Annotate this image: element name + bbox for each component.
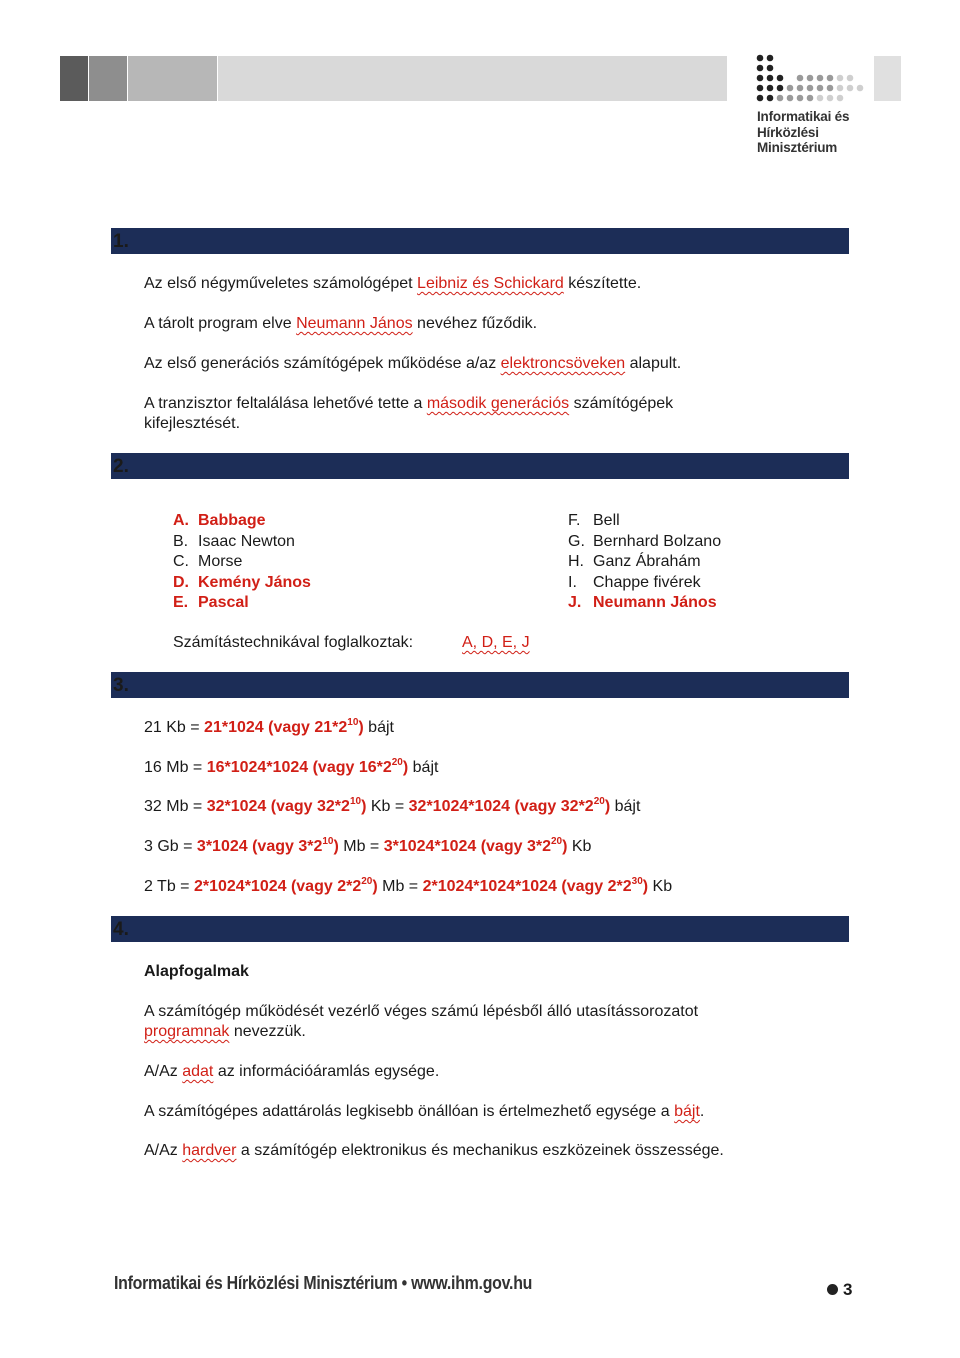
definition-byte: A számítógépes adattárolás legkisebb önállóan is értelmezhető egysége a bájt. <box>144 1103 705 1120</box>
section-4-number: 4. <box>113 919 129 940</box>
ministry-logo-text <box>757 109 849 156</box>
definition-program-line1: A számítógép működését vezérlő véges számú lépésből álló utasítássorozatot <box>144 1003 699 1020</box>
list-item: B. Isaac Newton <box>173 532 295 550</box>
sentence-first-calculator: Az első négyműveletes számológépet Leibniz és Schickard készítette. <box>144 275 642 292</box>
list-item: A. Babbage <box>173 512 266 529</box>
answer-vacuum-tubes: elektroncsöveken <box>500 355 626 372</box>
computing-question: Számítástechnikával foglalkoztak: <box>173 634 414 651</box>
definition-program-line2: programnak nevezzük. <box>144 1023 306 1040</box>
sentence-transistor-cont: kifejlesztését. <box>144 415 241 432</box>
header-bar-right <box>874 56 901 101</box>
section-1-number: 1. <box>113 231 129 252</box>
definition-hardware: A/Az hardver a számítógép elektronikus és mechanikus eszközeinek összessége. <box>144 1142 724 1159</box>
list-item: D. Kemény János <box>173 573 311 591</box>
names-list-right <box>568 511 721 614</box>
header-bar-mid <box>89 56 127 101</box>
list-item: E. Pascal <box>173 594 249 611</box>
section-4-bar <box>111 916 849 942</box>
list-item: J. Neumann János <box>568 594 717 611</box>
logo-line-3: Minisztérium <box>757 140 838 155</box>
answer-leibniz-schickard: Leibniz és Schickard <box>417 275 564 292</box>
sentence-transistor: A tranzisztor feltalálása lehetővé tette a második generációs számítógépek <box>144 395 674 412</box>
basics-heading: Alapfogalmak <box>144 963 249 980</box>
computing-answer: A, D, E, J <box>462 634 530 651</box>
logo-line-2: Hírközlési <box>757 124 819 140</box>
page-number: 3 <box>843 1280 853 1299</box>
header-bar-lighter <box>218 56 727 101</box>
logo-line-1: Informatikai és <box>757 109 850 124</box>
answer-hardware: hardver <box>182 1142 237 1159</box>
names-list-left <box>173 511 311 614</box>
conversion-line-3: 32 Mb = 32*1024 (vagy $32*2^{10}$) Kb = 32*1024*1024 (vagy $32*2^{20}$) bájt <box>144 796 641 815</box>
bullet-icon <box>827 1284 838 1295</box>
conversion-line-4: 3 Gb = 3*1024 (vagy $3*2^{10}$) Mb = 3*1024*1024 (vagy $3*2^{20}$) Kb <box>144 836 592 855</box>
section-1-bar <box>111 228 849 254</box>
list-item: H. Ganz Ábrahám <box>568 553 701 570</box>
header-bar-dark <box>60 56 88 101</box>
list-item: F. Bell <box>568 512 620 529</box>
ministry-logo-icon <box>756 54 868 104</box>
list-item: C. Morse <box>173 553 243 570</box>
section-2-bar <box>111 453 849 479</box>
answer-byte: bájt <box>674 1103 700 1120</box>
answer-program: programnak <box>144 1023 230 1040</box>
list-item: I. Chappe fivérek <box>568 573 701 591</box>
conversion-line-2: 16 Mb = 16*1024*1024 (vagy $16*2^{20}$) bájt <box>144 757 439 776</box>
footer-text: Informatikai és Hírközlési Minisztérium • www.ihm.gov.hu <box>114 1272 533 1293</box>
section-3-number: 3. <box>113 675 129 696</box>
sentence-stored-program: A tárolt program elve Neumann János nevéhez fűződik. <box>144 315 538 332</box>
conversion-line-1: 21 Kb = 21*1024 (vagy $21*2^{10}$) bájt <box>144 717 394 736</box>
section-2-number: 2. <box>113 456 129 477</box>
conversion-line-5: 2 Tb = 2*1024*1024 (vagy $2*2^{20}$) Mb = 2*1024*1024*1024 (vagy $2*2^{30}$) Kb <box>144 876 673 895</box>
answer-second-generation: második generációs <box>426 395 570 412</box>
section-3-bar <box>111 672 849 698</box>
header-bar-light <box>128 56 217 101</box>
sentence-first-generation: Az első generációs számítógépek működése a/az elektroncsöveken alapult. <box>144 355 682 372</box>
answer-neumann: Neumann János <box>296 315 413 332</box>
answer-data: adat <box>182 1063 214 1080</box>
definition-data: A/Az adat az információáramlás egysége. <box>144 1063 440 1080</box>
list-item: G. Bernhard Bolzano <box>568 532 722 550</box>
